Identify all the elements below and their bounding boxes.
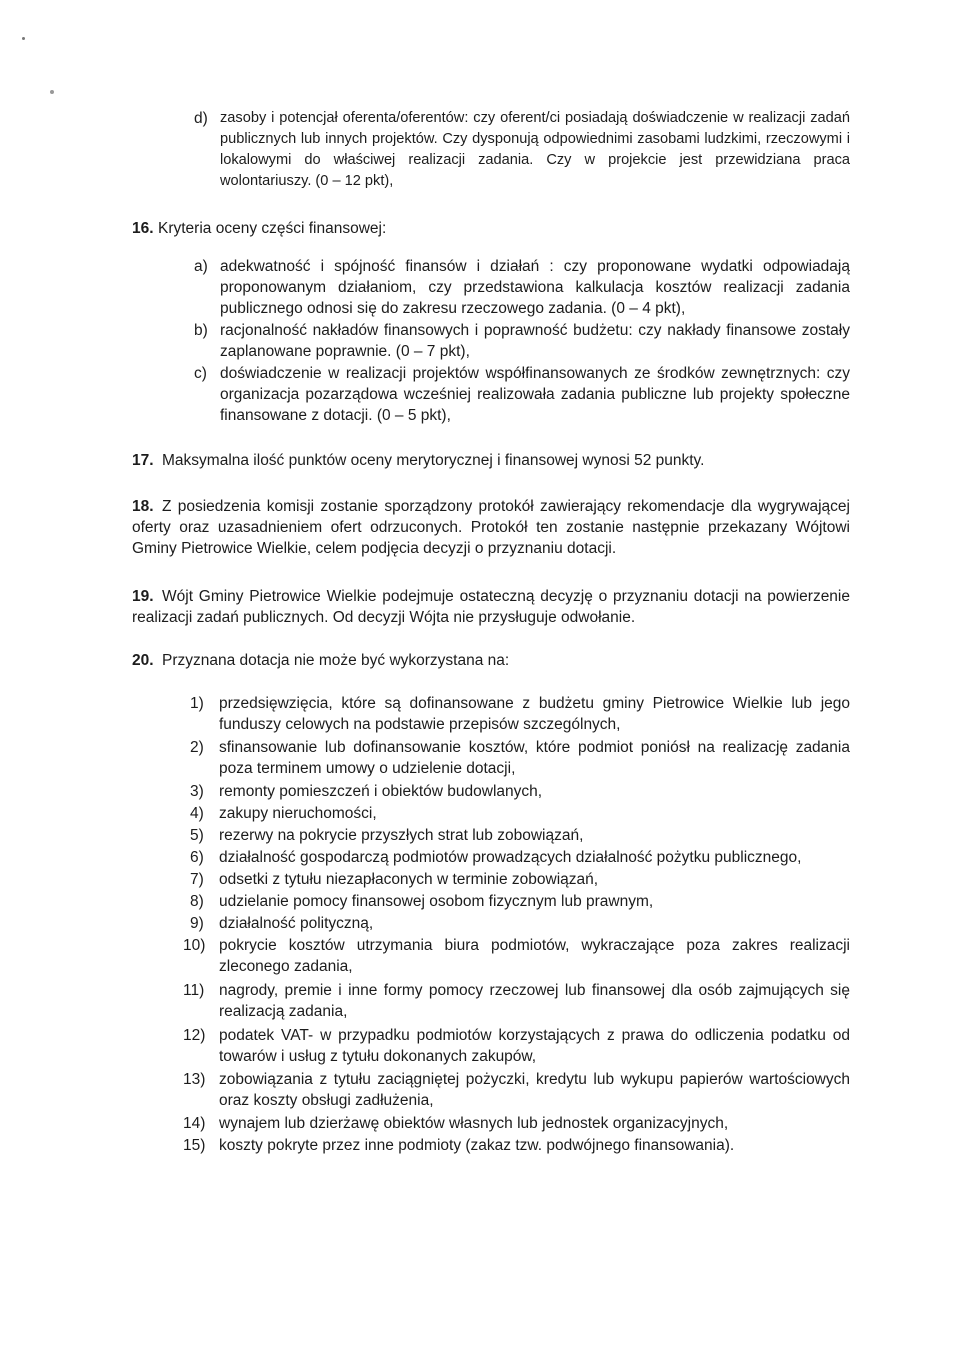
scan-speck [22,37,25,40]
item-label: 5) [190,827,204,844]
item-label: 13) [183,1071,206,1088]
section-number: 16. [132,220,154,237]
list-item-text: adekwatność i spójność finansów i działań : czy proponowane wydatki odpowiadają proponowanym działaniom, czy przedstawiona kalkulacja kosztów realizacji zadania publicznego odnosi się do zakresu rzeczowego zadania. (0 – 4 pkt), [220,258,850,317]
list-item-text: doświadczenie w realizacji projektów współfinansowanych ze środków zewnętrznych: czy organizacja pozarządowa wcześniej realizowała zadania publiczne lub projekty społeczne finansowane z dotacji. (0 – 5 pkt), [220,365,850,424]
item-label: a) [194,258,208,275]
list-item-text: koszty pokryte przez inne podmioty (zakaz tzw. podwójnego finansowania). [219,1137,735,1154]
list-item-text: udzielanie pomocy finansowej osobom fizycznym lub prawnym, [219,893,654,910]
list-item-text: nagrody, premie i inne formy pomocy rzeczowej lub finansowej dla osób zajmujących się realizacją zadania, [219,982,850,1020]
item-label: 7) [190,871,204,888]
list-item-text: remonty pomieszczeń i obiektów budowlanych, [219,783,543,800]
section-17-text: Maksymalna ilość punktów oceny merytorycznej i finansowej wynosi 52 punkty. [162,452,705,469]
item-label: 14) [183,1115,206,1132]
item-label: 11) [183,982,205,999]
section-19-text: Wójt Gminy Pietrowice Wielkie podejmuje ostateczną decyzję o przyznaniu dotacji na powierzenie realizacji zadań publicznych. Od decyzji Wójta nie przysługuje odwołanie. [132,588,850,626]
list-item-text: pokrycie kosztów utrzymania biura podmiotów, wykraczające poza zakres realizacji zleconego zadania, [219,937,850,975]
section-number: 18. [132,498,154,515]
item-label: 15) [183,1137,206,1154]
list-item-text: rezerwy na pokrycie przyszłych strat lub zobowiązań, [219,827,584,844]
section-number: 17. [132,452,154,469]
item-label: 1) [190,695,204,712]
list-item-text: odsetki z tytułu niezapłaconych w terminie zobowiązań, [219,871,599,888]
item-label: 2) [190,739,204,756]
item-label: 6) [190,849,204,866]
section-heading: Kryteria oceny części finansowej: [158,220,387,237]
list-item-text: zakupy nieruchomości, [219,805,377,822]
item-label: 12) [183,1027,206,1044]
section-number: 20. [132,652,154,669]
list-item-text: działalność gospodarczą podmiotów prowadzących działalność pożytku publicznego, [219,849,802,866]
item-label: 9) [190,915,204,932]
section-18-text: Z posiedzenia komisji zostanie sporządzony protokół zawierający rekomendacje dla wygrywającej oferty oraz uzasadnieniem ofert odrzuconych. Protokół ten zostanie następnie przekazany Wójtowi Gminy Pietrowice Wielkie, celem podjęcia decyzji o przyznaniu dotacji. [132,498,850,557]
scan-speck [50,90,54,94]
section-number: 19. [132,588,154,605]
item-label: 10) [183,937,206,954]
list-item-text: działalność polityczną, [219,915,374,932]
list-item-text: wynajem lub dzierżawę obiektów własnych lub jednostek organizacyjnych, [219,1115,729,1132]
section-heading: Przyznana dotacja nie może być wykorzystana na: [162,652,510,669]
item-label: c) [194,365,207,382]
list-item-text: podatek VAT- w przypadku podmiotów korzystających z prawa do odliczenia podatku od towarów i usług z tytułu dokonanych zakupów, [219,1027,850,1065]
item-label: b) [194,322,208,339]
item-label: 8) [190,893,204,910]
item-label: d) [194,110,208,127]
item-label: 3) [190,783,204,800]
section-d-text: zasoby i potencjał oferenta/oferentów: czy oferent/ci posiadają doświadczenie w realizacji zadań publicznych lub innych projektów. Czy dysponują odpowiednimi zasobami ludzkimi, rzeczowymi i lokalowymi do właściwej realizacji zadania. Czy w projekcie jest przewidziana praca wolontariuszy. (0 – 12 pkt), [220,110,850,189]
list-item-text: zobowiązania z tytułu zaciągniętej pożyczki, kredytu lub wykupu papierów wartościowych oraz koszty obsługi zadłużenia, [219,1071,850,1109]
item-label: 4) [190,805,204,822]
list-item-text: racjonalność nakładów finansowych i poprawność budżetu: czy nakłady finansowe zostały zaplanowane poprawnie. (0 – 7 pkt), [220,322,850,360]
list-item-text: sfinansowanie lub dofinansowanie kosztów, które podmiot poniósł na realizację zadania poza terminem umowy o udzielenie dotacji, [219,739,850,777]
list-item-text: przedsięwzięcia, które są dofinansowane z budżetu gminy Pietrowice Wielkie lub jego funduszy celowych na podstawie przepisów szczególnych, [219,695,850,733]
